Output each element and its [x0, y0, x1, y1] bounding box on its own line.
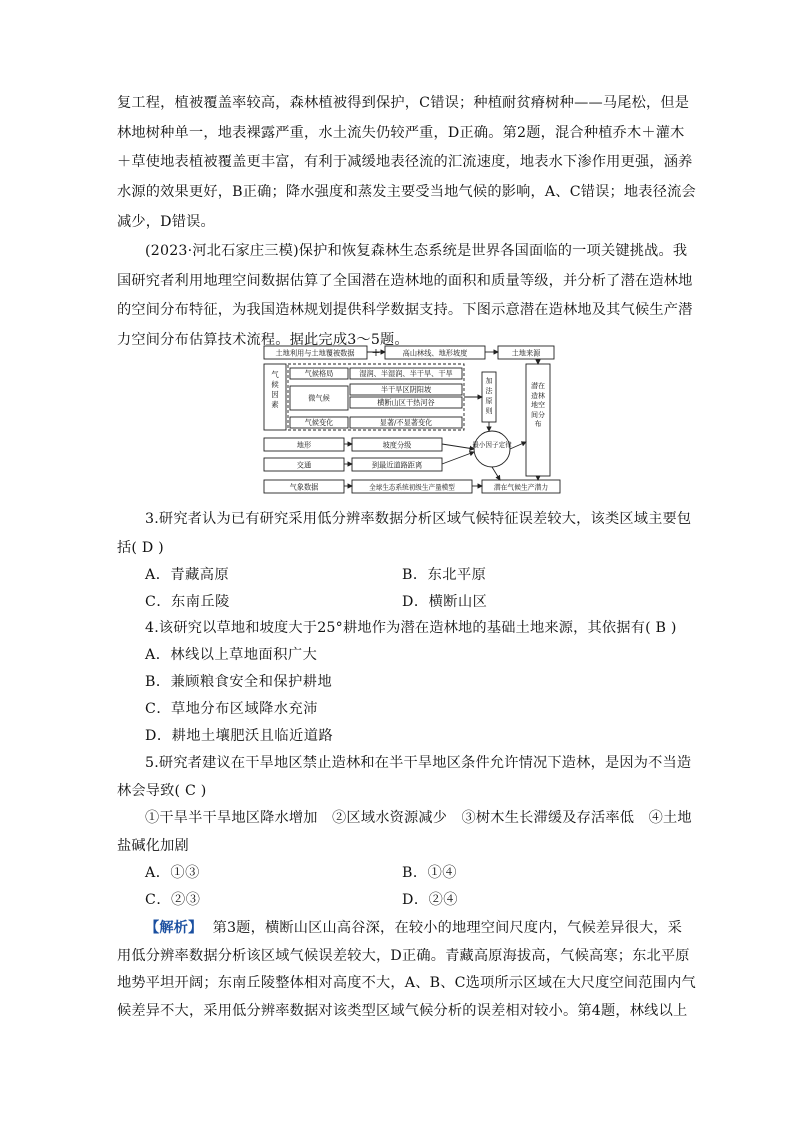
option-a: A．青藏高原 [145, 567, 230, 583]
option-a: A．①③ [145, 865, 200, 881]
option-d: D．耕地土壤肥沃且临近道路 [145, 728, 334, 744]
option-d: D．②④ [402, 892, 458, 908]
diagram-label: 高山林线、地形坡度 [402, 348, 468, 358]
option-b: B．①④ [402, 865, 457, 881]
flow-diagram [260, 342, 570, 498]
diagram-label-vertical: 气候因素 [271, 370, 279, 409]
question-stem: 括( D ) [117, 540, 164, 556]
option-b: B．兼顾粮食安全和保护耕地 [145, 674, 333, 690]
diagram-label: 土地利用与土地覆被数据 [275, 348, 355, 358]
text-line: 的空间分布特征，为我国造林规划提供科学数据支持。下图示意潜在造林地及其气候生产潜 [117, 302, 693, 318]
diagram-label: 气象数据 [289, 482, 319, 492]
analysis-text: 第3题，横断山区山高谷深，在较小的地理空间尺度内，气候差异很大，采 [212, 920, 683, 936]
analysis-first-line [145, 917, 682, 937]
text-line: 水源的效果更好，B正确；降水强度和蒸发主要受当地气候的影响，A、C错误；地表径流会 [117, 184, 696, 200]
diagram-label: 交通 [296, 460, 312, 470]
text-line: 复工程，植被覆盖率较高，森林植被得到保护，C错误；种植耐贫瘠树种——马尾松，但是 [117, 95, 690, 111]
option-d: D．横断山区 [402, 594, 488, 610]
text-line: 减少，D错误。 [117, 214, 215, 230]
diagram-label: 气候格局 [304, 369, 334, 378]
diagram-label: 横断山区干热河谷 [377, 398, 435, 407]
question-stem: 3.研究者认为已有研究采用低分辨率数据分析区域气候特征误差较大，该类区域主要包 [145, 511, 692, 527]
diagram-label: 气候变化 [304, 418, 334, 427]
diagram-label-vertical: 加法原则 [485, 377, 493, 415]
question-items: 盐碱化加剧 [117, 838, 189, 854]
analysis-tag: 【解析】 [145, 920, 203, 936]
text-line: 林地树种单一，地表裸露严重，水土流失仍较严重，D正确。第2题，混合种植乔木＋灌木 [117, 125, 685, 141]
text-line: 候差异不大，采用低分辨率数据对该类型区域气候分析的误差相对较小。第4题，林线以上 [117, 1003, 688, 1019]
diagram-label: 全球生态系统初级生产量模型 [369, 483, 455, 492]
diagram-label: 到最近道路距离 [371, 460, 423, 470]
text-line: 用低分辨率数据分析该区域气候误差较大，D正确。青藏高原海拔高，气候高寒；东北平原 [117, 948, 690, 964]
text-line: 力空间分布估算技术流程。据此完成3～5题。 [117, 332, 409, 348]
option-c: C．②③ [145, 892, 201, 908]
question-stem: 林会导致( C ) [117, 783, 207, 799]
diagram-label: 显著/不显著变化 [379, 418, 433, 427]
question-stem: 4.该研究以草地和坡度大于25°耕地作为潜在造林地的基础土地来源，其依据有( B ) [145, 620, 677, 636]
text-line: (2023·河北石家庄三模)保护和恢复森林生态系统是世界各国面临的一项关键挑战。我 [145, 243, 688, 259]
diagram-label-vertical: 潜在造林地空间分布 [531, 382, 545, 428]
option-c: C．东南丘陵 [145, 594, 230, 610]
question-stem: 5.研究者建议在干旱地区禁止造林和在半干旱地区条件允许情况下造林，是因为不当造 [145, 755, 692, 771]
diagram-label: 坡度分级 [382, 440, 412, 450]
diagram-label: 土地来源 [511, 348, 541, 358]
option-b: B．东北平原 [402, 567, 487, 583]
diagram-label: 湿润、半湿润、半干旱、干旱 [359, 369, 453, 378]
text-line: 地势平坦开阔；东南丘陵整体相对高度不大，A、B、C选项所示区域在大尺度空间范围内气 [117, 975, 696, 991]
diagram-label: 潜在气候生产潜力 [493, 483, 549, 492]
diagram-label: 最小因子定律 [472, 441, 512, 449]
diagram-label: + [371, 346, 381, 359]
text-line: 国研究者利用地理空间数据估算了全国潜在造林地的面积和质量等级，并分析了潜在造林地 [117, 273, 693, 289]
diagram-label: 微气候 [308, 393, 330, 403]
question-items: ①干旱半干旱地区降水增加 ②区域水资源减少 ③树木生长滞缓及存活率低 ④土地 [145, 810, 692, 826]
text-line: ＋草使地表植被覆盖更丰富，有利于减缓地表径流的汇流速度，地表水下渗作用更强，涵养 [117, 154, 693, 170]
diagram-label: 半干旱区阴阳坡 [380, 385, 432, 394]
option-a: A．林线以上草地面积广大 [145, 647, 318, 663]
diagram-label: 地形 [296, 440, 312, 450]
option-c: C．草地分布区域降水充沛 [145, 701, 318, 717]
